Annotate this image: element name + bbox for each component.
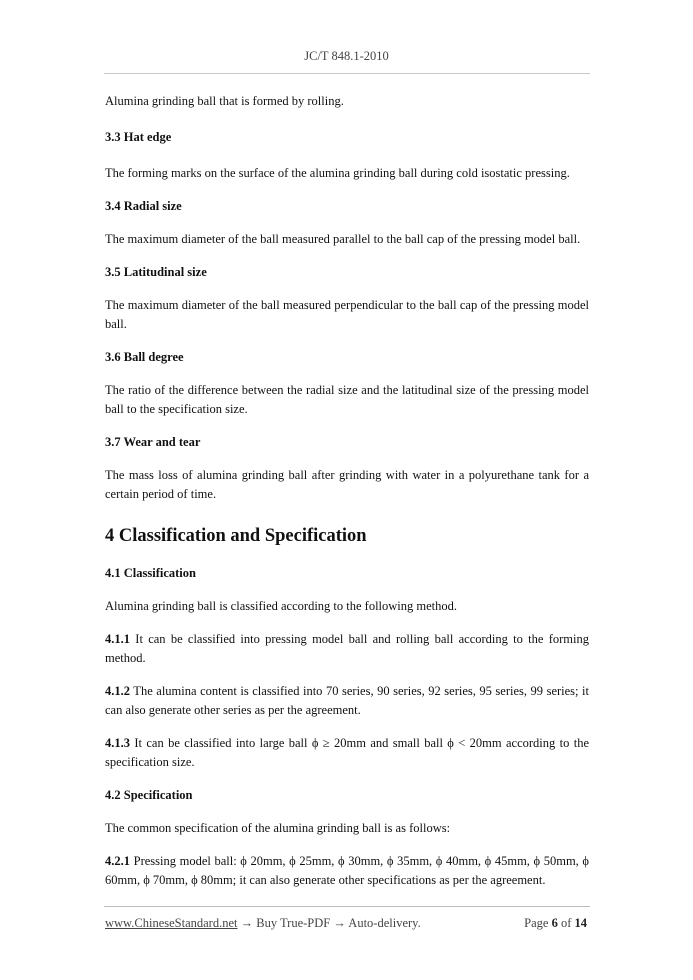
clause-number: 4.1.2: [105, 684, 130, 698]
paragraph: Alumina grinding ball is classified according to the following method.: [105, 599, 458, 613]
clause-number: 4.1.1: [105, 632, 130, 646]
clause-4-1-1: [105, 630, 589, 668]
paragraph: The maximum diameter of the ball measured parallel to the ball cap of the pressing model ball.: [105, 232, 581, 246]
section-heading-3-6: 3.6 Ball degree: [105, 350, 184, 364]
page-label: Page: [524, 916, 552, 930]
clause-number: 4.1.3: [105, 736, 130, 750]
paragraph: The common specification of the alumina grinding ball is as follows:: [105, 821, 451, 835]
footer-promo-text: → Buy True-PDF → Auto-delivery.: [237, 916, 421, 930]
clause-text: The alumina content is classified into 70 series, 90 series, 92 series, 95 series, 99 series; it can also generate other series as per the agreement.: [105, 684, 589, 717]
clause-4-1-2: [105, 682, 589, 720]
section-heading-3-7: 3.7 Wear and tear: [105, 435, 201, 449]
clause-text: It can be classified into pressing model ball and rolling ball according to the forming method.: [105, 632, 589, 665]
page-content: [105, 92, 589, 890]
document-id-header: JC/T 848.1-2010: [304, 49, 389, 63]
paragraph: The forming marks on the surface of the alumina grinding ball during cold isostatic pressing.: [105, 166, 570, 180]
page-indicator: [524, 916, 587, 931]
section-heading-3-4: 3.4 Radial size: [105, 199, 182, 213]
clause-text: Pressing model ball: ϕ 20mm, ϕ 25mm, ϕ 30mm, ϕ 35mm, ϕ 40mm, ϕ 45mm, ϕ 50mm, ϕ 60mm, ϕ 70mm, ϕ 80mm; it can also generate other specifications as per the agreement.: [105, 854, 589, 887]
of-label: of: [557, 916, 575, 930]
clause-4-2-1: [105, 852, 589, 890]
section-heading-4-1: 4.1 Classification: [105, 566, 196, 580]
total-pages: 14: [574, 916, 587, 930]
website-link[interactable]: www.ChineseStandard.net: [105, 916, 238, 930]
clause-4-1-3: [105, 734, 589, 772]
paragraph: The ratio of the difference between the radial size and the latitudinal size of the pressing model ball to the specification size.: [105, 383, 589, 416]
section-heading-3-5: 3.5 Latitudinal size: [105, 265, 207, 279]
clause-text: It can be classified into large ball ϕ ≥ 20mm and small ball ϕ < 20mm according to the specification size.: [105, 736, 589, 769]
paragraph: The mass loss of alumina grinding ball after grinding with water in a polyurethane tank for a certain period of time.: [105, 468, 589, 501]
current-page: 6: [551, 916, 558, 930]
section-heading-3-3: 3.3 Hat edge: [105, 130, 172, 144]
paragraph: Alumina grinding ball that is formed by rolling.: [105, 94, 344, 108]
paragraph: The maximum diameter of the ball measured perpendicular to the ball cap of the pressing model ball.: [105, 298, 589, 331]
section-heading-4-2: 4.2 Specification: [105, 788, 193, 802]
chapter-heading-4: 4 Classification and Specification: [105, 526, 367, 546]
header-rule: [104, 73, 590, 74]
footer-rule: [104, 906, 590, 907]
clause-number: 4.2.1: [105, 854, 130, 868]
page-footer: [105, 916, 587, 931]
